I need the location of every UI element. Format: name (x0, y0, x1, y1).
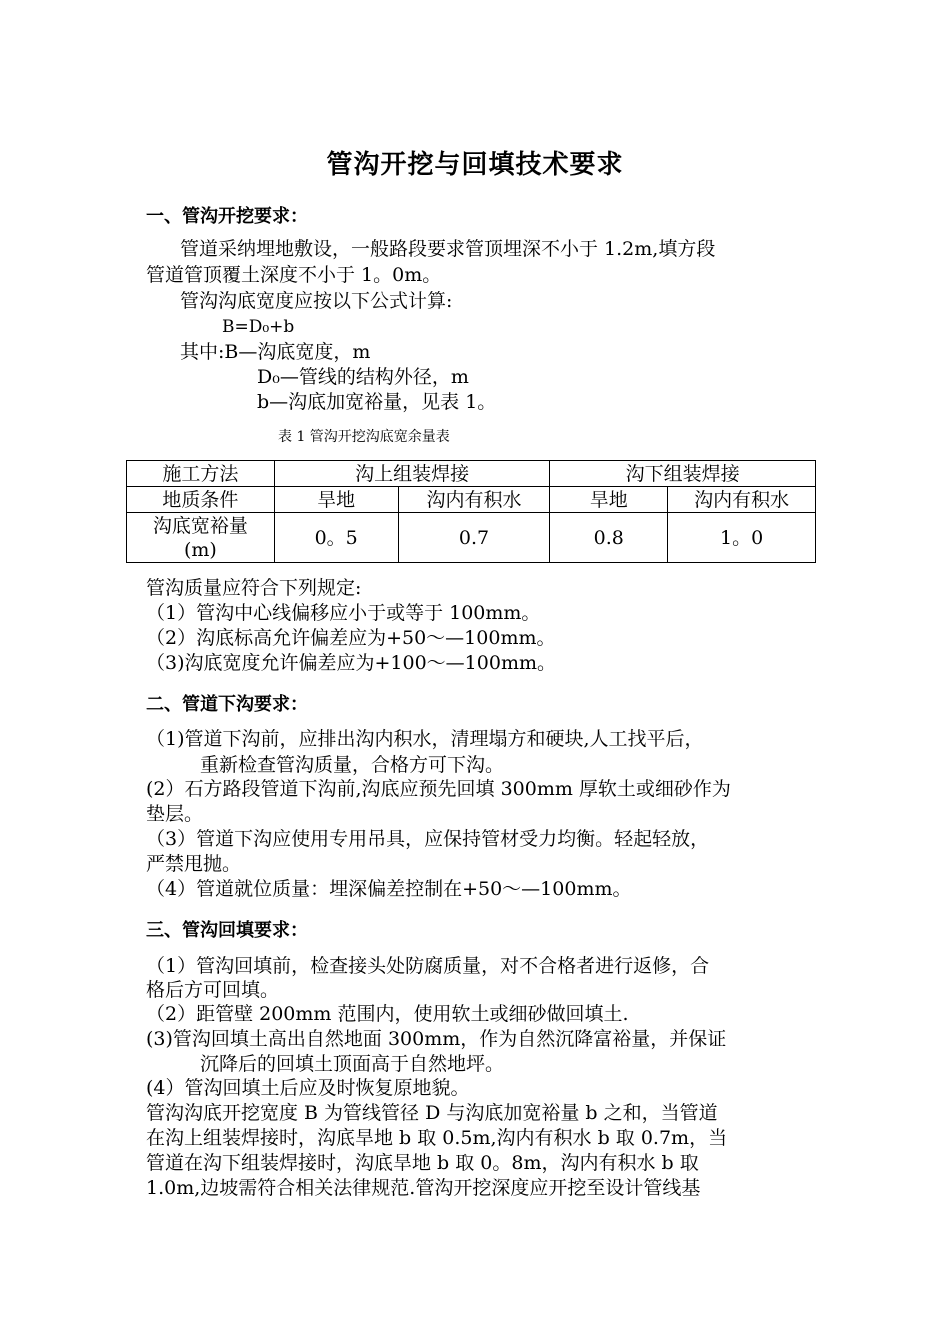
table-cell: 地质条件 (127, 487, 275, 513)
s3-para-line2: 在沟上组装焊接时，沟底旱地 b 取 0.5m,沟内有积水 b 取 0.7m，当 (146, 1127, 728, 1149)
row-label-main: 沟底宽裕量 (152, 514, 248, 537)
s3-para-line3: 管道在沟下组装焊接时，沟底旱地 b 取 0。8m，沟内有积水 b 取 (146, 1152, 699, 1174)
table-row (127, 513, 816, 563)
s2-item-2-line2: 垫层。 (146, 803, 204, 825)
table-caption: 表 1 管沟开挖沟底宽余量表 (278, 429, 450, 445)
formula: B=D₀+b (222, 317, 295, 337)
document-title: 管沟开挖与回填技术要求 (326, 150, 624, 180)
allowance-table (126, 460, 816, 563)
section-2-heading: 二、管道下沟要求： (146, 694, 308, 715)
table-cell: 0.7 (398, 513, 550, 563)
table-cell: 沟内有积水 (398, 487, 550, 513)
s3-item-2: （2）距管壁 200mm 范围内，使用软土或细砂做回填土. (146, 1003, 629, 1025)
s3-item-3-line2: 沉降后的回填土顶面高于自然地坪。 (200, 1053, 505, 1075)
where-line-2: D₀—管线的结构外径，m (257, 366, 469, 388)
table-cell: 沟内有积水 (668, 487, 816, 513)
table-cell: 沟上组装焊接 (274, 461, 550, 487)
s2-item-4: （4）管道就位质量：埋深偏差控制在+50～—100mm。 (146, 878, 632, 900)
s2-item-1-line2: 重新检查管沟质量，合格方可下沟。 (200, 754, 505, 776)
table-cell: 旱地 (274, 487, 398, 513)
table-row (127, 487, 816, 513)
table-cell: 旱地 (550, 487, 668, 513)
where-line-1: 其中:B—沟底宽度，m (180, 341, 371, 363)
section-3-heading: 三、管沟回填要求： (146, 920, 308, 941)
s3-para-line1: 管沟沟底开挖宽度 B 为管线管径 D 与沟底加宽裕量 b 之和，当管道 (146, 1102, 718, 1124)
s3-item-1-line1: （1）管沟回填前，检查接头处防腐质量，对不合格者进行返修，合 (146, 955, 710, 977)
table-cell: 0.8 (550, 513, 668, 563)
quality-item-3: （3)沟底宽度允许偏差应为+100～—100mm。 (146, 652, 556, 674)
where-line-3: b—沟底加宽裕量，见表 1。 (257, 391, 497, 413)
s1-para1-line1: 管道采纳埋地敷设，一般路段要求管顶埋深不小于 1.2m,填方段 (180, 238, 716, 260)
s3-item-3-line1: (3)管沟回填土高出自然地面 300mm，作为自然沉降富裕量，并保证 (146, 1028, 727, 1050)
table-cell: 0。5 (274, 513, 398, 563)
s2-item-1-line1: （1)管道下沟前，应排出沟内积水，清理塌方和硬块,人工找平后， (146, 728, 704, 750)
s2-item-3-line1: （3）管道下沟应使用专用吊具，应保持管材受力均衡。轻起轻放， (146, 828, 710, 850)
quality-item-1: （1）管沟中心线偏移应小于或等于 100mm。 (146, 602, 541, 624)
s1-para1-line2: 管道管顶覆土深度不小于 1。0m。 (146, 264, 442, 286)
section-1-heading: 一、管沟开挖要求： (146, 206, 308, 227)
table-cell: 沟下组装焊接 (550, 461, 816, 487)
table-cell (127, 513, 275, 563)
s3-item-4: (4）管沟回填土后应及时恢复原地貌。 (146, 1077, 470, 1099)
table-row (127, 461, 816, 487)
quality-item-2: （2）沟底标高允许偏差应为+50～—100mm。 (146, 627, 556, 649)
s2-item-2-line1: (2）石方路段管道下沟前,沟底应预先回填 300mm 厚软土或细砂作为 (146, 778, 731, 800)
s3-para-line4: 1.0m,边坡需符合相关法律规范.管沟开挖深度应开挖至设计管线基 (146, 1177, 701, 1199)
s3-item-1-line2: 格后方可回填。 (146, 979, 280, 1001)
s1-para2: 管沟沟底宽度应按以下公式计算: (180, 290, 453, 312)
row-label-unit: (m) (183, 538, 217, 561)
table-cell: 施工方法 (127, 461, 275, 487)
quality-intro: 管沟质量应符合下列规定: (146, 577, 362, 599)
s2-item-3-line2: 严禁甩抛。 (146, 853, 242, 875)
table-cell: 1。0 (668, 513, 816, 563)
